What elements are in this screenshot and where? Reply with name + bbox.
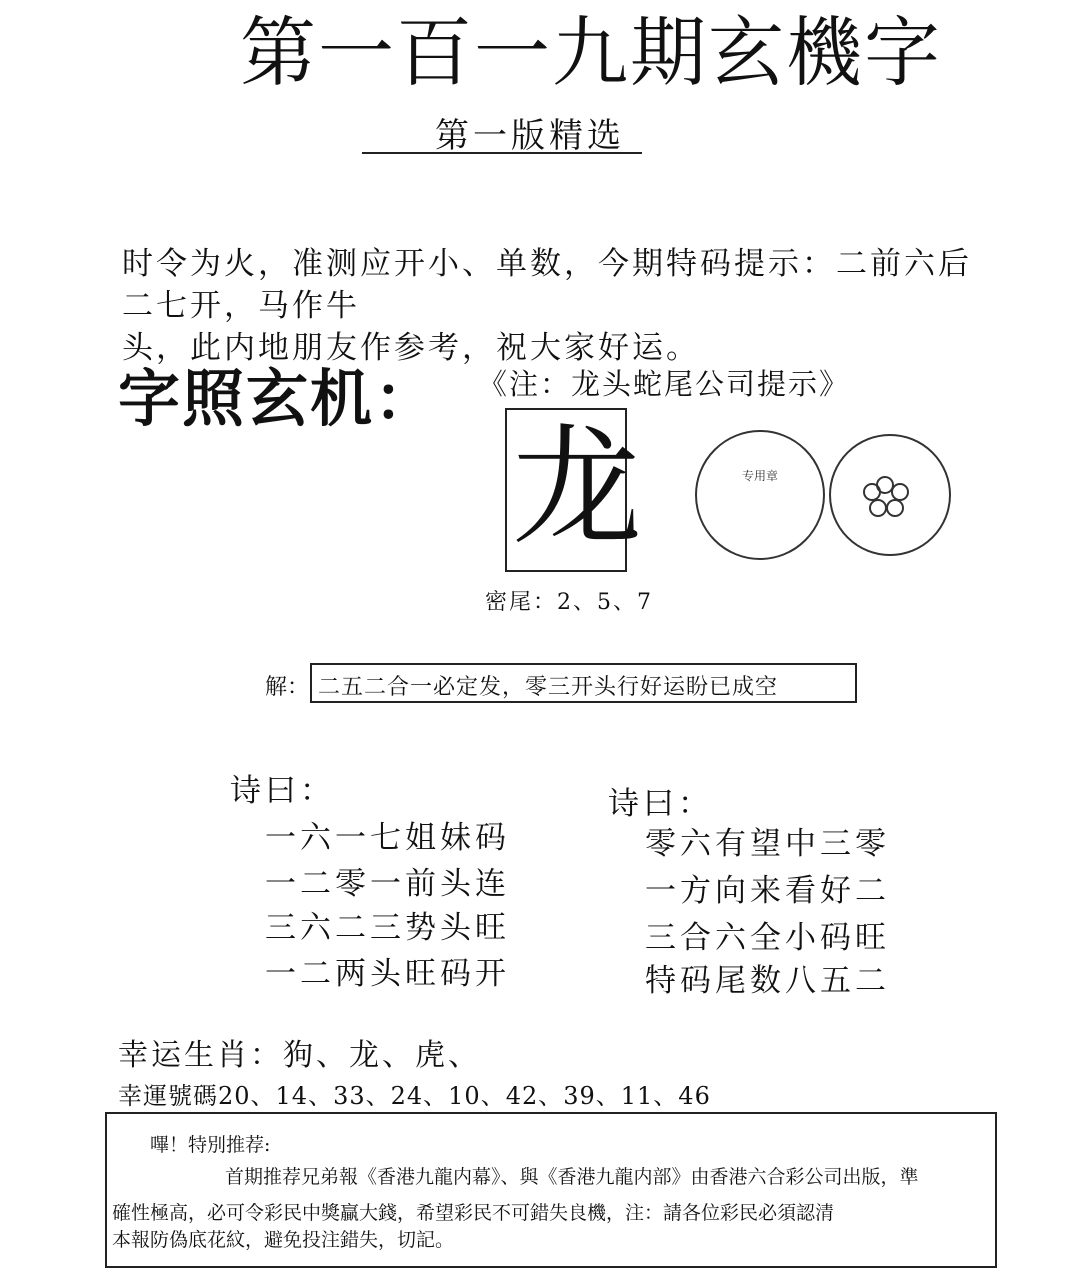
lucky-zodiac: 幸运生肖：狗、龙、虎、 (118, 1038, 481, 1073)
overlay-heading: 字照玄机： (118, 362, 439, 435)
solution-label: 解： (265, 675, 310, 700)
featured-char: 龙 (512, 411, 643, 563)
solution-text: 二五二合一必定发，零三开头行好运盼已成空 (318, 675, 779, 700)
note: 《注：龙头蛇尾公司提示》 (478, 367, 851, 401)
poem-left-line: 一二零一前头连 (265, 866, 510, 902)
notice-line: 本報防偽底花紋，避免投注錯失，切記。 (112, 1229, 455, 1251)
poem-right-line: 零六有望中三零 (645, 826, 890, 862)
poem-right-line: 特码尾数八五二 (645, 963, 890, 999)
poem-right-line: 三合六全小码旺 (645, 920, 890, 956)
poem-right-heading: 诗曰： (608, 786, 713, 822)
notice-line: 確性極高，必可令彩民中獎贏大錢，希望彩民不可錯失良機，注：請各位彩民必須認清 (112, 1202, 835, 1224)
poem-left-line: 一二两头旺码开 (265, 956, 510, 992)
page-title: 第一百一九期玄機字 (240, 8, 942, 97)
tail-numbers: 密尾：2、5、7 (485, 590, 653, 615)
paragraph-line: 二七开，马作牛 (122, 288, 360, 324)
lucky-numbers: 幸運號碼20、14、33、24、10、42、39、11、46 (118, 1082, 711, 1110)
poem-left-line: 三六二三势头旺 (265, 910, 510, 946)
notice-line: 首期推荐兄弟報《香港九龍内幕》、與《香港九龍内部》由香港六合彩公司出版，準 (225, 1166, 919, 1188)
poem-left-line: 一六一七姐妹码 (265, 820, 510, 856)
subtitle: 第一版精选 (435, 116, 625, 156)
paragraph-line: 头，此内地朋友作参考，祝大家好运。 (122, 330, 700, 366)
notice-heading: 嗶！特別推荐: (150, 1134, 271, 1156)
poem-right-line: 一方向来看好二 (645, 873, 890, 909)
poem-left-heading: 诗曰： (230, 773, 335, 809)
stamp-text: 专用章 (742, 469, 779, 483)
subtitle-underline (362, 152, 642, 154)
paragraph-line: 时令为火，准测应开小、单数，今期特码提示：二前六后 (122, 246, 972, 282)
seal-stamps (690, 420, 960, 570)
